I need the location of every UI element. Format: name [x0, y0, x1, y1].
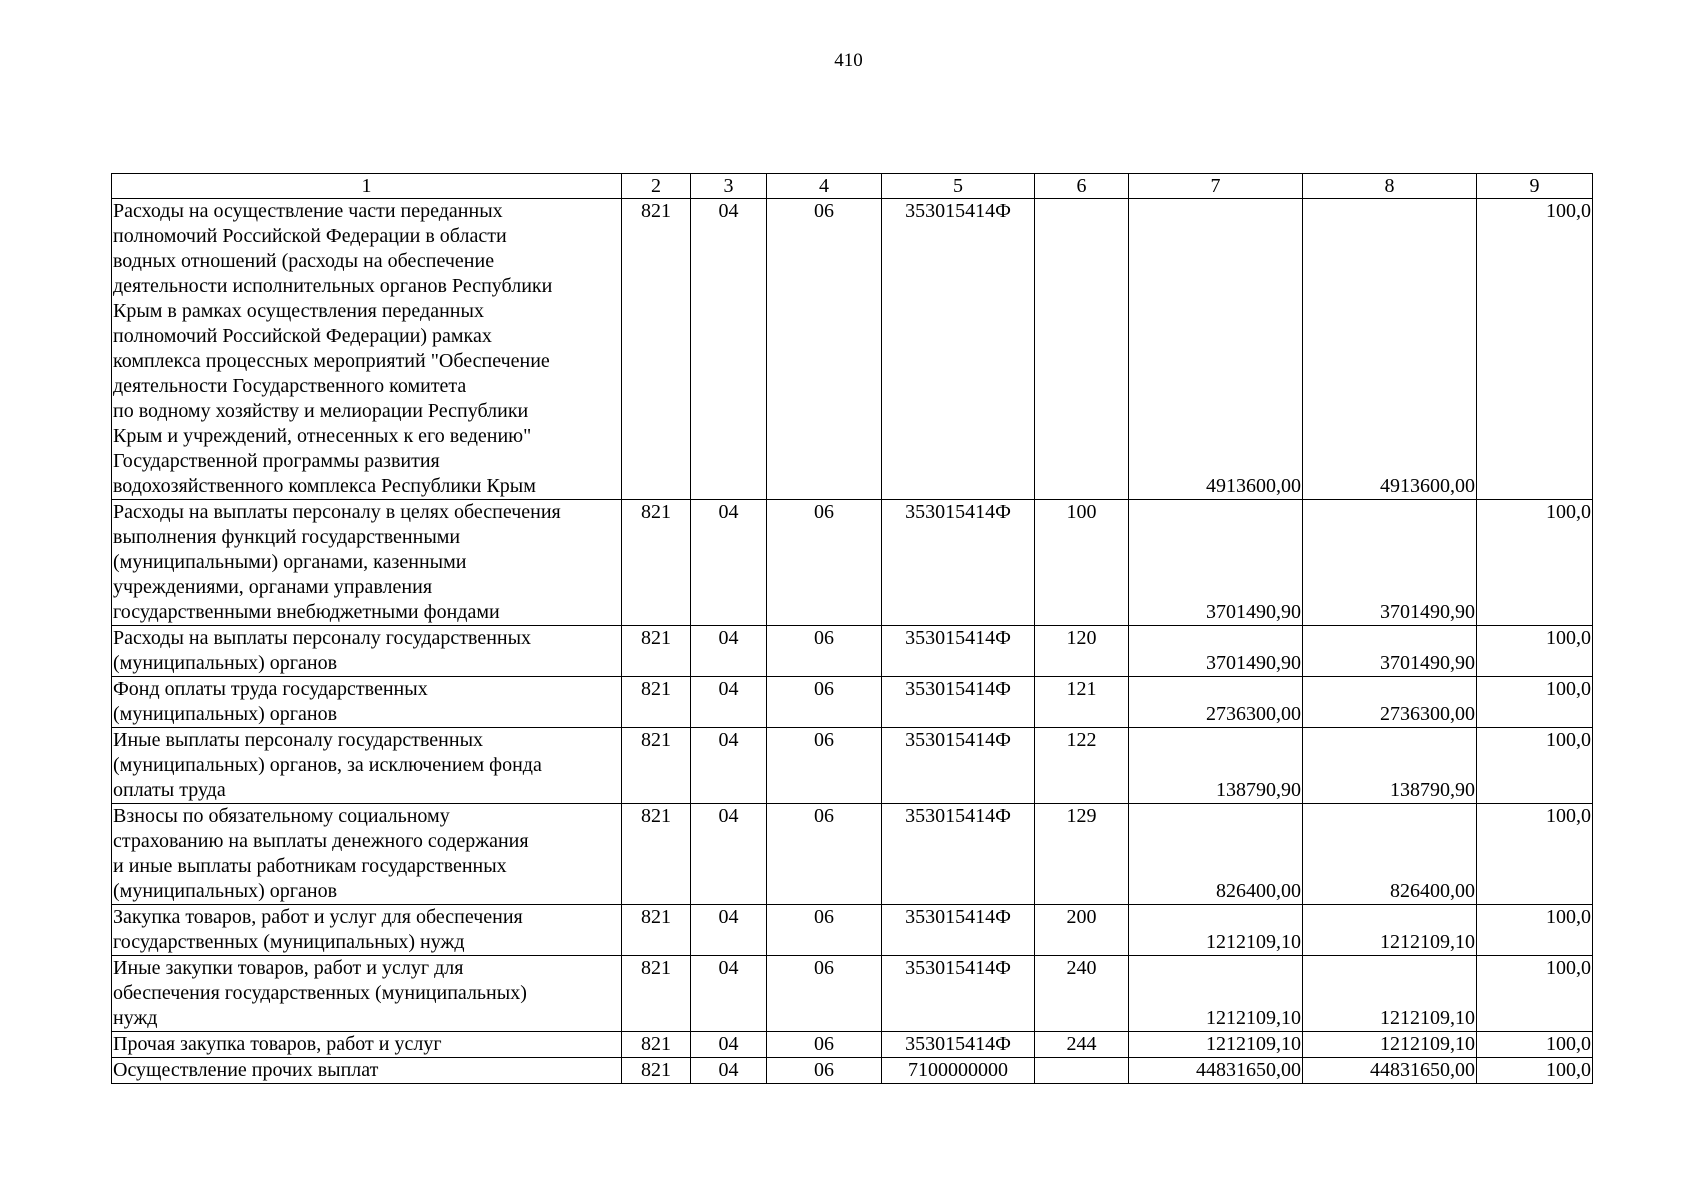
cell-target-article: 353015414Ф: [882, 804, 1035, 905]
row-description: Иные закупки товаров, работ и услуг для обеспечения государственных (муниципальных) нужд: [112, 956, 622, 1032]
cell-amount-col8: 2736300,00: [1303, 677, 1477, 728]
cell-target-article: 7100000000: [882, 1058, 1035, 1084]
cell-admin-code: 821: [622, 1032, 691, 1058]
cell-amount-col7: 1212109,10: [1129, 1032, 1303, 1058]
cell-section: 04: [691, 500, 767, 626]
cell-amount-col8: 1212109,10: [1303, 956, 1477, 1032]
cell-amount-col8: 138790,90: [1303, 728, 1477, 804]
cell-percent: 100,0: [1477, 1032, 1593, 1058]
cell-admin-code: 821: [622, 1058, 691, 1084]
column-header: 7: [1129, 174, 1303, 199]
cell-target-article: 353015414Ф: [882, 1032, 1035, 1058]
cell-subsection: 06: [767, 956, 882, 1032]
cell-amount-col8: 3701490,90: [1303, 500, 1477, 626]
row-description: Осуществление прочих выплат: [112, 1058, 622, 1084]
cell-expense-type: 240: [1035, 956, 1129, 1032]
table-row: [112, 677, 1593, 728]
page-number: 410: [834, 50, 863, 71]
cell-amount-col7: 138790,90: [1129, 728, 1303, 804]
cell-expense-type: [1035, 199, 1129, 500]
cell-admin-code: 821: [622, 728, 691, 804]
column-header: 1: [112, 174, 622, 199]
cell-expense-type: 120: [1035, 626, 1129, 677]
column-header: 2: [622, 174, 691, 199]
cell-section: 04: [691, 905, 767, 956]
cell-admin-code: 821: [622, 905, 691, 956]
cell-target-article: 353015414Ф: [882, 728, 1035, 804]
column-header: 4: [767, 174, 882, 199]
cell-target-article: 353015414Ф: [882, 956, 1035, 1032]
cell-section: 04: [691, 199, 767, 500]
cell-percent: 100,0: [1477, 199, 1593, 500]
cell-expense-type: 200: [1035, 905, 1129, 956]
cell-section: 04: [691, 626, 767, 677]
cell-expense-type: 122: [1035, 728, 1129, 804]
cell-expense-type: 121: [1035, 677, 1129, 728]
row-description: Расходы на выплаты персоналу государственных (муниципальных) органов: [112, 626, 622, 677]
table-row: [112, 905, 1593, 956]
cell-subsection: 06: [767, 728, 882, 804]
row-description: Взносы по обязательному социальному страхованию на выплаты денежного содержания и иные выплаты работникам государственных (муниципальных) органов: [112, 804, 622, 905]
cell-percent: 100,0: [1477, 728, 1593, 804]
cell-expense-type: 129: [1035, 804, 1129, 905]
row-description: Расходы на осуществление части переданных полномочий Российской Федерации в области водных отношений (расходы на обеспечение деятельности исполнительных органов Республики Крым в рамках осуществления переданных полномочий Российской Федерации) рамках комплекса процессных мероприятий "Обеспечение деятельности Государственного комитета по водному хозяйству и мелиорации Республики Крым и учреждений, отнесенных к его ведению" Государственной программы развития водохозяйственного комплекса Республики Крым: [112, 199, 622, 500]
cell-amount-col7: 3701490,90: [1129, 626, 1303, 677]
table-row: [112, 626, 1593, 677]
cell-amount-col8: 3701490,90: [1303, 626, 1477, 677]
cell-subsection: 06: [767, 199, 882, 500]
cell-amount-col7: 1212109,10: [1129, 956, 1303, 1032]
table-row: [112, 804, 1593, 905]
cell-amount-col8: 1212109,10: [1303, 905, 1477, 956]
cell-subsection: 06: [767, 1058, 882, 1084]
cell-section: 04: [691, 677, 767, 728]
cell-amount-col7: 1212109,10: [1129, 905, 1303, 956]
cell-section: 04: [691, 728, 767, 804]
cell-percent: 100,0: [1477, 1058, 1593, 1084]
cell-subsection: 06: [767, 1032, 882, 1058]
table-row: [112, 1058, 1593, 1084]
cell-amount-col8: 4913600,00: [1303, 199, 1477, 500]
cell-amount-col7: 44831650,00: [1129, 1058, 1303, 1084]
cell-percent: 100,0: [1477, 677, 1593, 728]
cell-percent: 100,0: [1477, 804, 1593, 905]
cell-amount-col7: 4913600,00: [1129, 199, 1303, 500]
cell-section: 04: [691, 804, 767, 905]
cell-admin-code: 821: [622, 500, 691, 626]
cell-percent: 100,0: [1477, 626, 1593, 677]
column-header: 5: [882, 174, 1035, 199]
cell-target-article: 353015414Ф: [882, 677, 1035, 728]
cell-expense-type: 100: [1035, 500, 1129, 626]
cell-amount-col7: 3701490,90: [1129, 500, 1303, 626]
cell-subsection: 06: [767, 677, 882, 728]
table-row: [112, 199, 1593, 500]
table-header-row: [112, 174, 1593, 199]
cell-subsection: 06: [767, 905, 882, 956]
budget-table: [111, 173, 1593, 1084]
table-row: [112, 956, 1593, 1032]
column-header: 6: [1035, 174, 1129, 199]
row-description: Расходы на выплаты персоналу в целях обеспечения выполнения функций государственными (муниципальными) органами, казенными учреждениями, органами управления государственными внебюджетными фондами: [112, 500, 622, 626]
cell-admin-code: 821: [622, 626, 691, 677]
column-header: 8: [1303, 174, 1477, 199]
cell-expense-type: [1035, 1058, 1129, 1084]
cell-section: 04: [691, 1032, 767, 1058]
table-row: [112, 728, 1593, 804]
cell-section: 04: [691, 1058, 767, 1084]
cell-target-article: 353015414Ф: [882, 905, 1035, 956]
cell-admin-code: 821: [622, 677, 691, 728]
cell-section: 04: [691, 956, 767, 1032]
cell-amount-col7: 2736300,00: [1129, 677, 1303, 728]
cell-subsection: 06: [767, 500, 882, 626]
cell-percent: 100,0: [1477, 905, 1593, 956]
cell-target-article: 353015414Ф: [882, 199, 1035, 500]
cell-expense-type: 244: [1035, 1032, 1129, 1058]
column-header: 9: [1477, 174, 1593, 199]
row-description: Прочая закупка товаров, работ и услуг: [112, 1032, 622, 1058]
cell-percent: 100,0: [1477, 500, 1593, 626]
row-description: Иные выплаты персоналу государственных (муниципальных) органов, за исключением фонда оплаты труда: [112, 728, 622, 804]
row-description: Фонд оплаты труда государственных (муниципальных) органов: [112, 677, 622, 728]
cell-subsection: 06: [767, 626, 882, 677]
row-description: Закупка товаров, работ и услуг для обеспечения государственных (муниципальных) нужд: [112, 905, 622, 956]
cell-target-article: 353015414Ф: [882, 626, 1035, 677]
cell-amount-col8: 44831650,00: [1303, 1058, 1477, 1084]
table-row: [112, 500, 1593, 626]
cell-admin-code: 821: [622, 199, 691, 500]
cell-admin-code: 821: [622, 804, 691, 905]
cell-amount-col8: 826400,00: [1303, 804, 1477, 905]
cell-subsection: 06: [767, 804, 882, 905]
cell-amount-col8: 1212109,10: [1303, 1032, 1477, 1058]
cell-percent: 100,0: [1477, 956, 1593, 1032]
cell-target-article: 353015414Ф: [882, 500, 1035, 626]
table-row: [112, 1032, 1593, 1058]
column-header: 3: [691, 174, 767, 199]
cell-amount-col7: 826400,00: [1129, 804, 1303, 905]
cell-admin-code: 821: [622, 956, 691, 1032]
